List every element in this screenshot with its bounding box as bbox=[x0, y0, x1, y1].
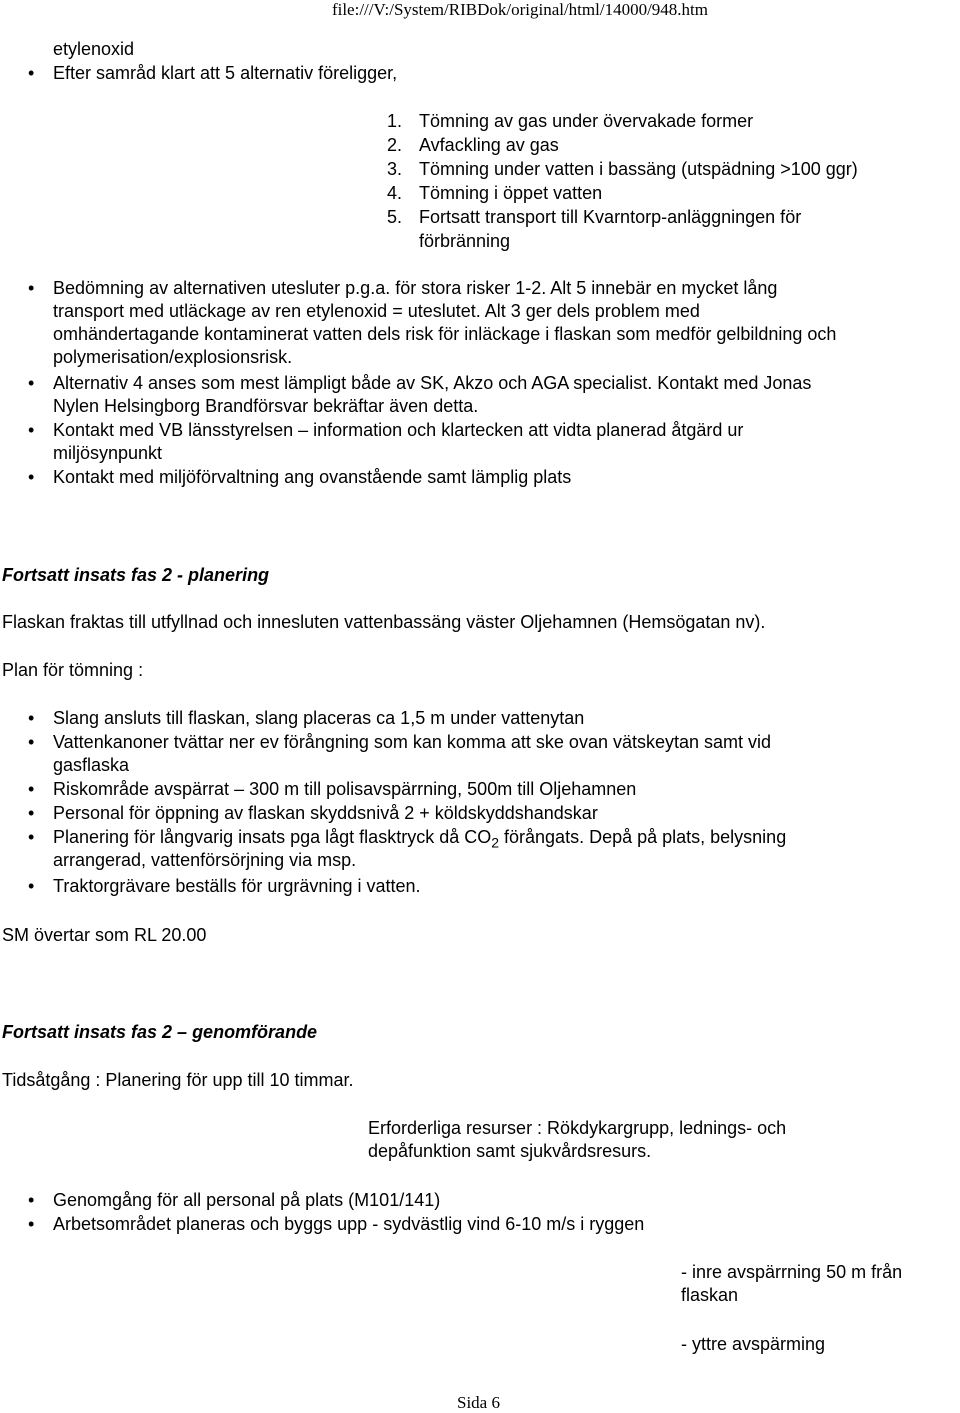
bullet-item bbox=[28, 1189, 960, 1212]
bullet-dot-icon: • bbox=[28, 373, 35, 393]
time-estimate: Tidsåtgång : Planering för upp till 10 timmar. bbox=[2, 1070, 354, 1090]
bullet-line bbox=[53, 826, 960, 849]
resources-line: depåfunktion samt sjukvårdsresurs. bbox=[368, 1141, 652, 1161]
cordon-line: flaskan bbox=[681, 1285, 739, 1305]
outer-cordon: - yttre avspärming bbox=[681, 1334, 826, 1354]
bullet-line: gasflaska bbox=[53, 755, 130, 775]
co2-text-before: Planering för långvarig insats pga lågt flasktryck då CO bbox=[53, 827, 492, 847]
bullet-line: Genomgång för all personal på plats (M101/141) bbox=[53, 1190, 441, 1210]
intro-line: etylenoxid bbox=[53, 39, 135, 59]
browser-print-header-path: file:///V:/System/RIBDok/original/html/14000/948.htm bbox=[331, 0, 708, 19]
bullet-line: Traktorgrävare beställs för urgrävning i vatten. bbox=[53, 876, 421, 896]
bullet-item bbox=[28, 277, 960, 369]
bullet-line: miljösynpunkt bbox=[53, 443, 163, 463]
bullet-item bbox=[28, 419, 960, 465]
bullet-item bbox=[28, 372, 960, 418]
bullet-dot-icon: • bbox=[28, 827, 35, 847]
list-number: 3. bbox=[387, 159, 403, 179]
bullet-dot-icon: • bbox=[28, 420, 35, 440]
bullet-item bbox=[28, 1213, 960, 1236]
handover-note: SM övertar som RL 20.00 bbox=[2, 925, 207, 945]
bullet-line: Kontakt med VB länsstyrelsen – information och klartecken att vidta planerad åtgärd ur bbox=[53, 420, 744, 440]
bullet-dot-icon: • bbox=[28, 708, 35, 728]
bullet-line: Slang ansluts till flaskan, slang placeras ca 1,5 m under vattenytan bbox=[53, 708, 585, 728]
list-number: 4. bbox=[387, 183, 403, 203]
list-text: Tömning i öppet vatten bbox=[419, 183, 603, 203]
bullet-item bbox=[28, 731, 960, 777]
bullet-item bbox=[28, 466, 960, 489]
section-heading-execution: Fortsatt insats fas 2 – genomförande bbox=[2, 1022, 318, 1042]
list-text: Avfackling av gas bbox=[419, 135, 559, 155]
bullet-line: transport med utläckage av ren etylenoxid = uteslutet. Alt 3 ger dels problem med bbox=[53, 301, 700, 321]
resources-block bbox=[368, 1117, 786, 1163]
bullet-dot-icon: • bbox=[28, 779, 35, 799]
co2-text-after: förångats. Depå på plats, belysning bbox=[499, 827, 787, 847]
bullet-line: omhändertagande kontaminerat vatten dels risk för inläckage i flaskan som medför gelbildning och bbox=[53, 324, 837, 344]
list-text: Tömning av gas under övervakade former bbox=[419, 111, 754, 131]
list-number: 5. bbox=[387, 207, 403, 227]
bullet-line: Bedömning av alternativen utesluter p.g.a. för stora risker 1-2. Alt 5 innebär en mycket lång bbox=[53, 278, 778, 298]
bullet-line: Vattenkanoner tvättar ner ev förångning som kan komma att ske ovan vätskeytan samt vid bbox=[53, 732, 772, 752]
list-text: förbränning bbox=[419, 231, 511, 251]
resources-line: Erforderliga resurser : Rökdykargrupp, lednings- och bbox=[368, 1118, 787, 1138]
list-number: 1. bbox=[387, 111, 403, 131]
bullet-line: Riskområde avspärrat – 300 m till polisavspärrning, 500m till Oljehamnen bbox=[53, 779, 637, 799]
bullet-dot-icon: • bbox=[28, 63, 35, 83]
bullet-dot-icon: • bbox=[28, 467, 35, 487]
bullet-dot-icon: • bbox=[28, 803, 35, 823]
list-text: Fortsatt transport till Kvarntorp-anläggningen för bbox=[419, 207, 802, 227]
bullet-line: polymerisation/explosionsrisk. bbox=[53, 347, 293, 367]
list-number: 2. bbox=[387, 135, 403, 155]
intro-bullet bbox=[28, 62, 960, 85]
co2-subscript: 2 bbox=[491, 834, 500, 851]
bullet-dot-icon: • bbox=[28, 278, 35, 298]
bullet-item bbox=[28, 875, 960, 898]
bullet-item-co2 bbox=[28, 826, 960, 872]
bullet-item bbox=[28, 778, 960, 801]
section-paragraph: Flaskan fraktas till utfyllnad och innesluten vattenbassäng väster Oljehamnen (Hemsögatan nv). bbox=[2, 612, 766, 632]
list-text: Tömning under vatten i bassäng (utspädning >100 ggr) bbox=[419, 159, 858, 179]
bullet-item bbox=[28, 707, 960, 730]
bullet-line: Personal för öppning av flaskan skyddsnivå 2 + köldskyddshandskar bbox=[53, 803, 598, 823]
bullet-dot-icon: • bbox=[28, 1190, 35, 1210]
page-number: Sida 6 bbox=[457, 1393, 500, 1412]
bullet-line: Nylen Helsingborg Brandförsvar bekräftar även detta. bbox=[53, 396, 479, 416]
bullet-line: arrangerad, vattenförsörjning via msp. bbox=[53, 850, 357, 870]
bullet-item bbox=[28, 802, 960, 825]
bullet-dot-icon: • bbox=[28, 732, 35, 752]
section-heading-planning: Fortsatt insats fas 2 - planering bbox=[2, 565, 270, 585]
cordon-line: - inre avspärrning 50 m från bbox=[681, 1262, 903, 1282]
bullet-dot-icon: • bbox=[28, 1214, 35, 1234]
plan-label: Plan för tömning : bbox=[2, 660, 144, 680]
bullet-dot-icon: • bbox=[28, 876, 35, 896]
bullet-line: Arbetsområdet planeras och byggs upp - sydvästlig vind 6-10 m/s i ryggen bbox=[53, 1214, 645, 1234]
inner-cordon bbox=[681, 1261, 902, 1307]
bullet-line: Kontakt med miljöförvaltning ang ovanstående samt lämplig plats bbox=[53, 467, 572, 487]
intro-bullet-text: Efter samråd klart att 5 alternativ föreligger, bbox=[53, 63, 398, 83]
bullet-line: Alternativ 4 anses som mest lämpligt både av SK, Akzo och AGA specialist. Kontakt med Jonas bbox=[53, 373, 812, 393]
